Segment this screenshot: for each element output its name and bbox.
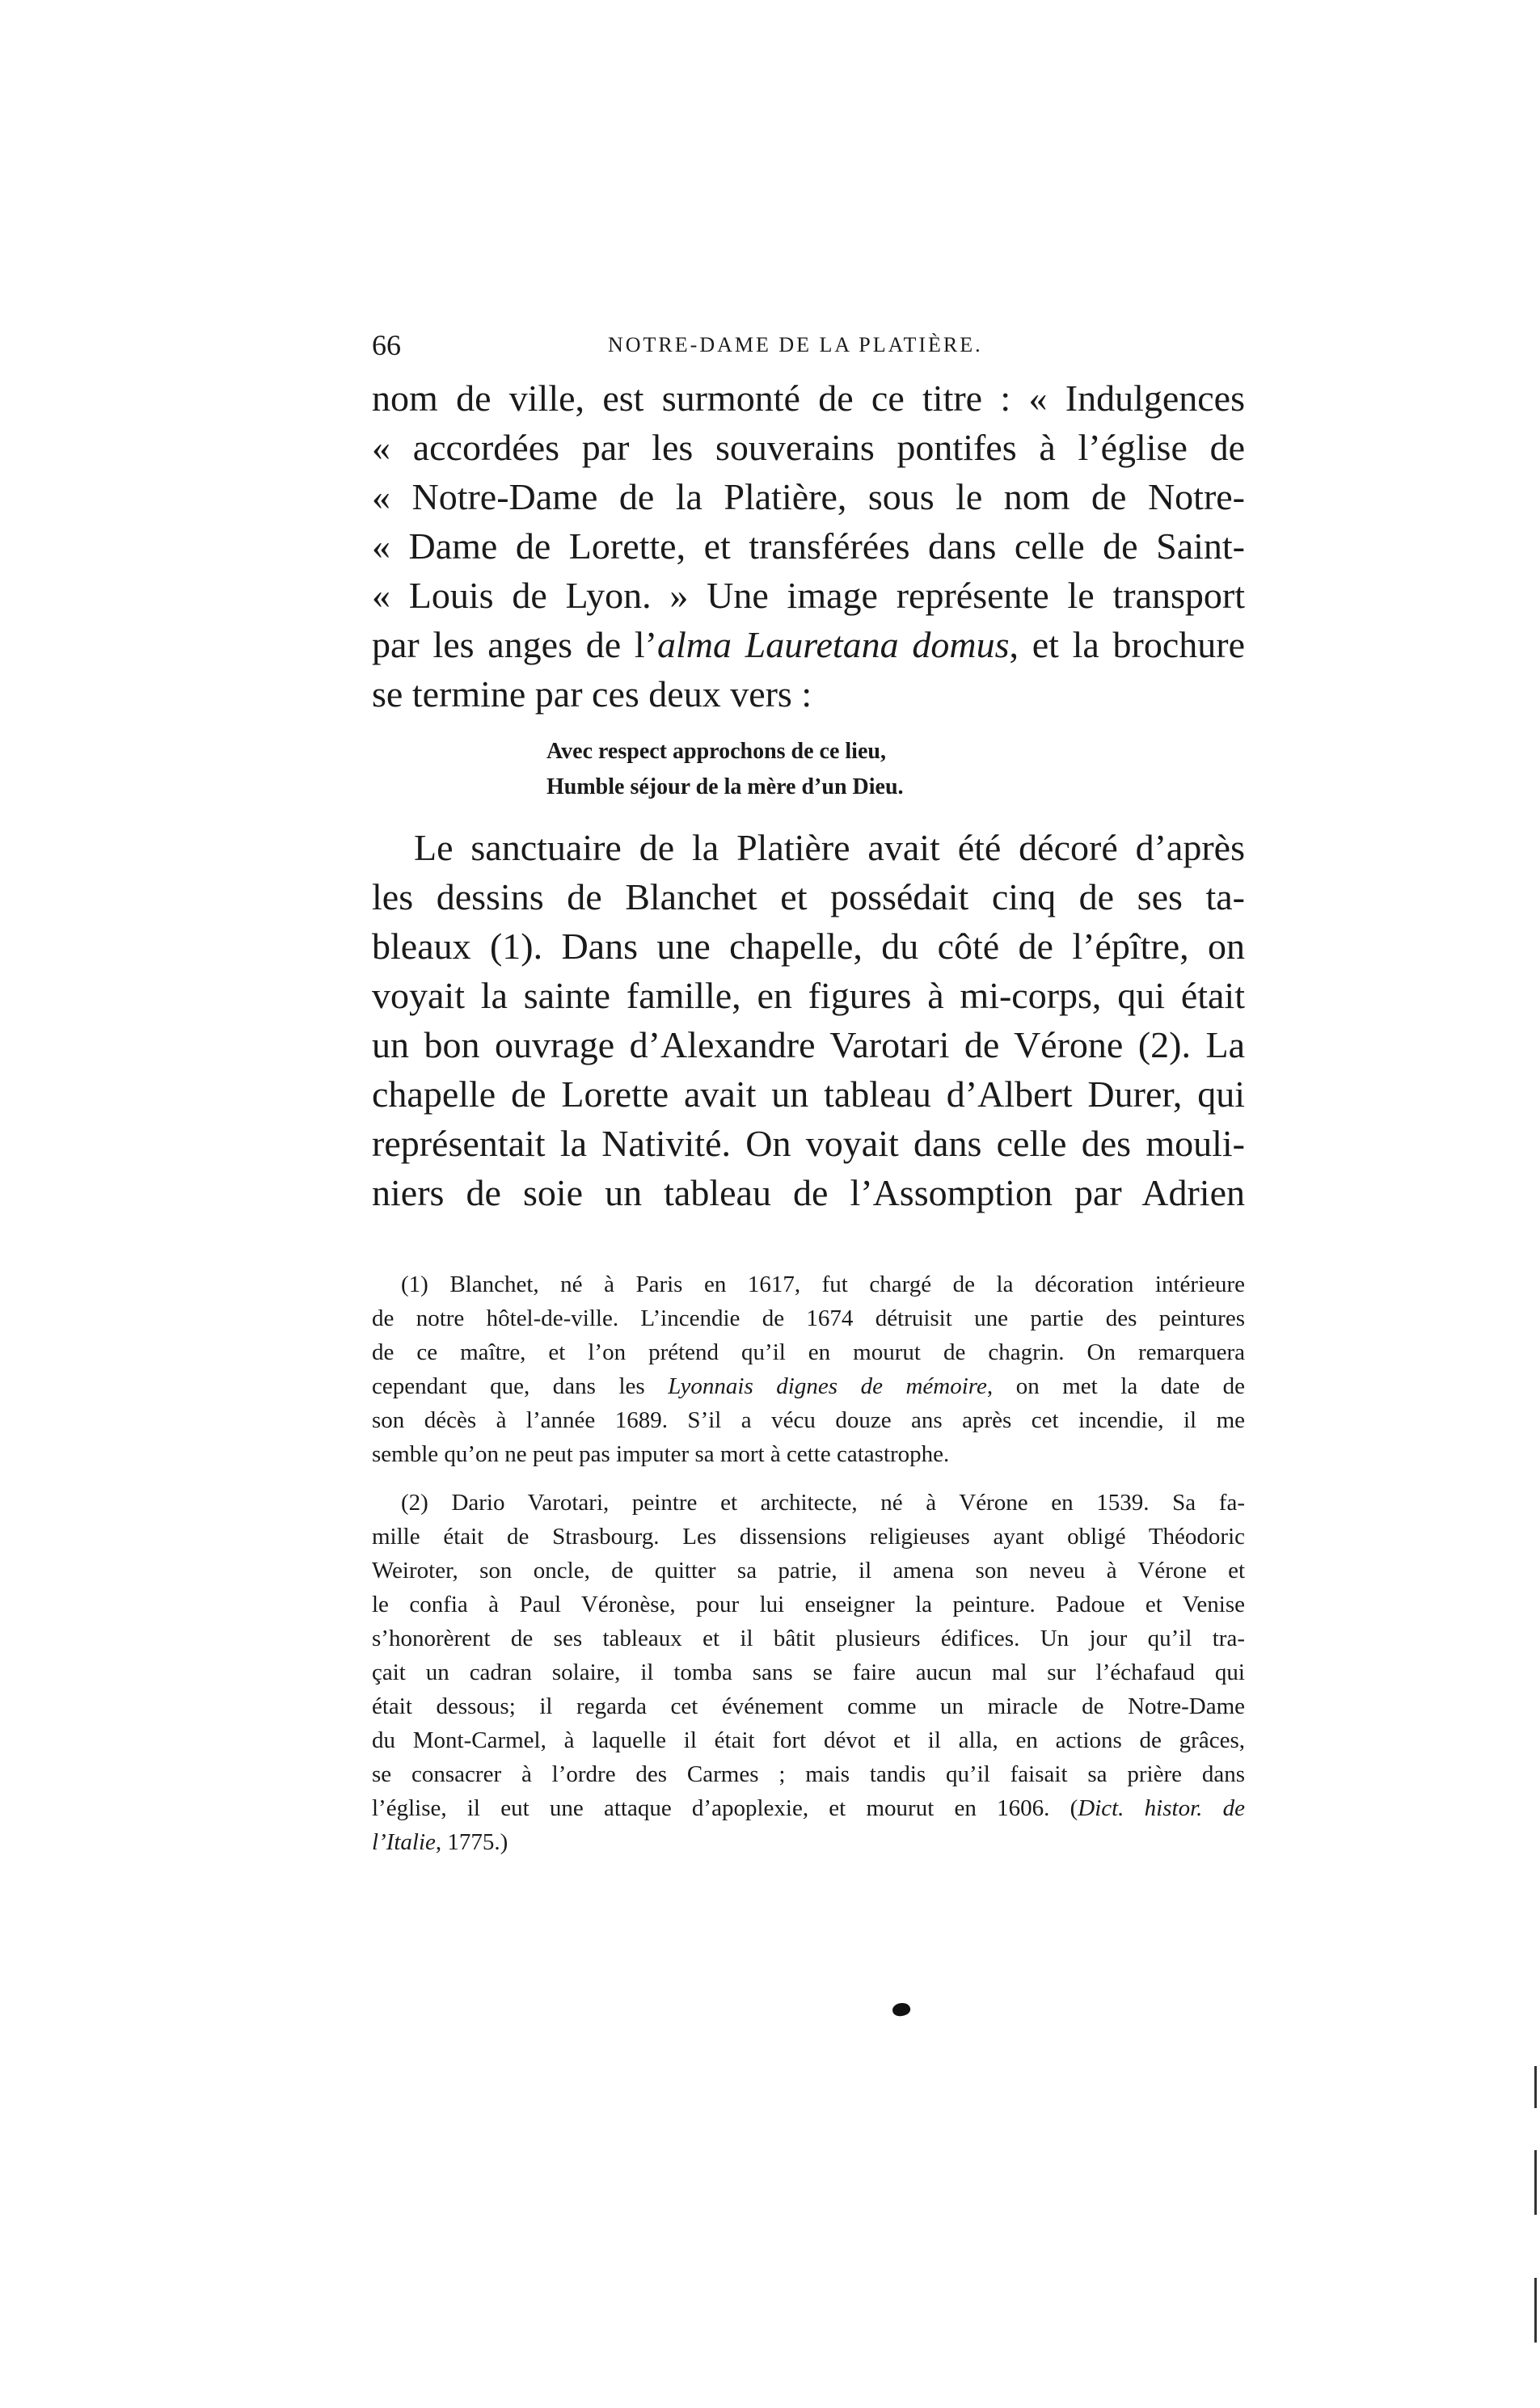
italic-citation: l’Italie — [372, 1829, 436, 1855]
footnote-line: Weiroter, son oncle, de quitter sa patrie, il amena son neveu à Vérone et — [372, 1558, 1245, 1584]
footnote-line: le confia à Paul Véronèse, pour lui enseigner la peinture. Padoue et Venise — [372, 1592, 1245, 1617]
paragraph-2 — [372, 823, 1245, 1217]
text-run: , on met la date de — [986, 1373, 1245, 1399]
text-line-mixed — [372, 620, 1245, 669]
text-line: niers de soie un tableau de l’Assomption par Adrien — [372, 1172, 1245, 1213]
footnote-line: du Mont-Carmel, à laquelle il était fort dévot et il alla, en actions de grâces, — [372, 1727, 1245, 1753]
running-title: NOTRE-DAME DE LA PLATIÈRE. — [608, 333, 983, 356]
italic-title: alma Lauretana domus — [656, 624, 1010, 665]
text-run: l’église, il eut une attaque d’apoplexie, et mourut en 1606. ( — [372, 1795, 1078, 1821]
text-run: par les anges de l’ — [372, 624, 657, 665]
italic-citation: Dict. histor. de — [1078, 1795, 1245, 1821]
footnote-1 — [372, 1267, 1245, 1471]
scan-edge-mark — [1534, 2278, 1537, 2343]
text-line: représentait la Nativité. On voyait dans celle des mouli- — [372, 1123, 1245, 1164]
footnote-line: de notre hôtel-de-ville. L’incendie de 1674 détruisit une partie des peintures — [372, 1305, 1245, 1331]
text-line: bleaux (1). Dans une chapelle, du côté de l’épître, on — [372, 926, 1245, 967]
text-line: les dessins de Blanchet et possédait cinq de ses ta- — [372, 876, 1245, 917]
footnote-line-mixed — [372, 1791, 1245, 1825]
text-line: chapelle de Lorette avait un tableau d’Albert Durer, qui — [372, 1073, 1245, 1115]
scan-edge-mark — [1534, 2150, 1537, 2215]
text-run: cependant que, dans les — [372, 1373, 669, 1399]
footnotes — [372, 1267, 1245, 1859]
footnote-line: (1) Blanchet, né à Paris en 1617, fut chargé de la décoration intérieure — [401, 1271, 1245, 1297]
footnote-2 — [372, 1486, 1245, 1859]
text-run: , et la brochure — [1009, 624, 1245, 665]
verse-line: Humble séjour de la mère d’un Dieu. — [546, 774, 904, 799]
text-line: « accordées par les souverains pontifes à l’église de — [372, 427, 1245, 468]
text-line: un bon ouvrage d’Alexandre Varotari de Vérone (2). La — [372, 1024, 1245, 1065]
footnote-line: de ce maître, et l’on prétend qu’il en mourut de chagrin. On remarquera — [372, 1339, 1245, 1365]
text-line: voyait la sainte famille, en figures à mi-corps, qui était — [372, 975, 1245, 1016]
footnote-line: s’honorèrent de ses tableaux et il bâtit plusieurs édifices. Un jour qu’il tra- — [372, 1626, 1245, 1651]
page-header — [372, 325, 1253, 365]
footnote-line: mille était de Strasbourg. Les dissensions religieuses ayant obligé Théodoric — [372, 1524, 1245, 1550]
footnote-line: çait un cadran solaire, il tomba sans se faire aucun mal sur l’échafaud qui — [372, 1659, 1245, 1685]
text-line: « Dame de Lorette, et transférées dans celle de Saint- — [372, 525, 1245, 567]
footnote-line: se consacrer à l’ordre des Carmes ; mais tandis qu’il faisait sa prière dans — [372, 1761, 1245, 1787]
footnote-line-mixed — [372, 1825, 1245, 1859]
footnote-line: (2) Dario Varotari, peintre et architecte, né à Vérone en 1539. Sa fa- — [401, 1490, 1245, 1516]
text-line: « Notre-Dame de la Platière, sous le nom de Notre- — [372, 476, 1245, 517]
text-run: , 1775.) — [435, 1829, 508, 1855]
text-line: nom de ville, est surmonté de ce titre : « Indulgences — [372, 377, 1245, 419]
verse-line: Avec respect approchons de ce lieu, — [546, 739, 886, 764]
text-line: « Louis de Lyon. » Une image représente le transport — [372, 575, 1245, 616]
verse-quote — [546, 734, 904, 805]
ink-blot-mark — [891, 2001, 911, 2018]
scan-edge-mark — [1534, 2066, 1537, 2108]
paragraph-1 — [372, 373, 1245, 719]
footnote-line: était dessous; il regarda cet événement comme un miracle de Notre-Dame — [372, 1693, 1245, 1719]
page-number: 66 — [372, 329, 401, 361]
footnote-line-mixed — [372, 1369, 1245, 1403]
italic-title: Lyonnais dignes de mémoire — [668, 1373, 987, 1399]
footnote-spacer — [372, 1471, 1245, 1486]
text-line: Le sanctuaire de la Platière avait été décoré d’après — [414, 827, 1245, 868]
footnote-line: semble qu’on ne peut pas imputer sa mort à cette catastrophe. — [372, 1441, 950, 1467]
text-line: se termine par ces deux vers : — [372, 673, 812, 715]
footnote-line: son décès à l’année 1689. S’il a vécu douze ans après cet incendie, il me — [372, 1407, 1245, 1433]
